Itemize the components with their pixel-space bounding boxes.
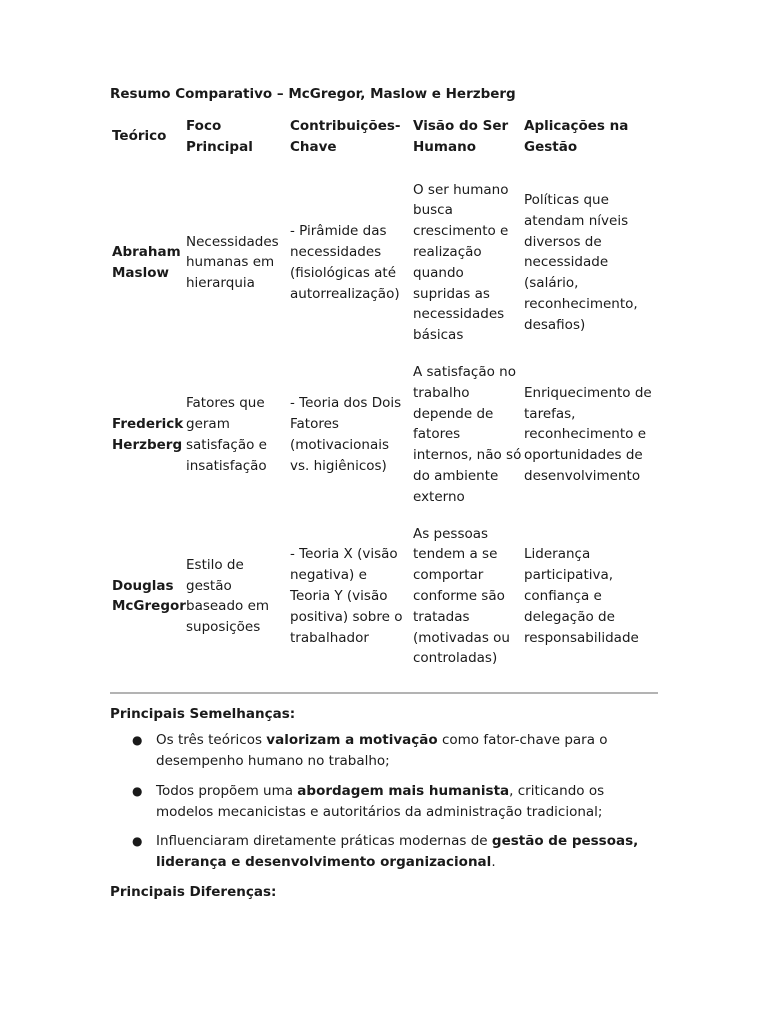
cell-focus: Fatores que geram satisfação e insatisfação bbox=[186, 395, 267, 474]
cell-applications: Políticas que atendam níveis diversos de necessidade (salário, reconhecimento, desafios) bbox=[524, 191, 638, 333]
similarities-heading: Principais Semelhanças: bbox=[110, 706, 296, 723]
list-item bbox=[110, 781, 658, 823]
bullet-icon: ● bbox=[132, 783, 143, 798]
item-text: Os três teóricos bbox=[156, 732, 267, 749]
item-text-bold: abordagem mais humanista bbox=[297, 782, 510, 799]
list-item bbox=[110, 831, 658, 873]
item-text: como fator-chave para o desempenho humano no trabalho; bbox=[156, 732, 608, 769]
horizontal-divider bbox=[110, 692, 658, 694]
header-visao-ser-humano: Visão do Ser Humano bbox=[413, 118, 509, 155]
cell-theorist: Abraham Maslow bbox=[112, 243, 181, 281]
item-text-bold: valorizam a motivação bbox=[266, 732, 438, 749]
cell-theorist: Douglas McGregor bbox=[112, 577, 186, 615]
table-row bbox=[110, 516, 658, 678]
differences-heading: Principais Diferenças: bbox=[110, 883, 277, 900]
cell-focus: Necessidades humanas em hierarquia bbox=[186, 233, 279, 292]
cell-applications: Enriquecimento de tarefas, reconhecimento e oportunidades de desenvolvimento bbox=[524, 384, 652, 484]
cell-theorist: Frederick Herzberg bbox=[112, 415, 184, 453]
table-header-row bbox=[110, 116, 658, 172]
header-foco-principal: Foco Principal bbox=[186, 118, 253, 155]
cell-focus: Estilo de gestão baseado em suposições bbox=[186, 556, 270, 636]
cell-view: O ser humano busca crescimento e realização quando supridas as necessidades básicas bbox=[413, 181, 509, 344]
cell-view: As pessoas tendem a se comportar conforme são tratadas (motivadas ou controladas) bbox=[413, 525, 510, 667]
header-aplicacoes-gestao: Aplicações na Gestão bbox=[524, 118, 629, 155]
item-text: , criticando os modelos mecanicistas e autoritários da administração tradicional; bbox=[156, 782, 605, 820]
bullet-icon: ● bbox=[132, 834, 143, 849]
table-row bbox=[110, 172, 658, 354]
item-text-bold: gestão de pessoas, liderança e desenvolvimento organizacional bbox=[156, 833, 639, 871]
comparison-table bbox=[110, 116, 658, 677]
cell-contributions: - Teoria X (visão negativa) e Teoria Y (visão positiva) sobre o trabalhador bbox=[290, 546, 403, 646]
item-text: Todos propõem uma bbox=[156, 782, 298, 799]
header-contribuicoes-chave: Contribuições-Chave bbox=[290, 118, 401, 155]
bullet-icon: ● bbox=[132, 733, 143, 748]
cell-contributions: - Pirâmide das necessidades (fisiológicas até autorrealização) bbox=[290, 223, 400, 302]
list-item bbox=[110, 730, 658, 772]
cell-contributions: - Teoria dos Dois Fatores (motivacionais vs. higiênicos) bbox=[290, 395, 402, 474]
table-row bbox=[110, 354, 658, 516]
document-page bbox=[110, 84, 658, 902]
table-body bbox=[110, 172, 658, 678]
header-teorico: Teórico bbox=[112, 128, 167, 145]
similarities-list bbox=[110, 730, 658, 873]
cell-view: A satisfação no trabalho depende de fatores internos, não só do ambiente externo bbox=[413, 363, 522, 505]
item-text: Influenciaram diretamente práticas modernas de bbox=[156, 833, 492, 850]
item-text: . bbox=[491, 854, 496, 871]
document-title: Resumo Comparativo – McGregor, Maslow e Herzberg bbox=[110, 86, 516, 102]
table-header bbox=[110, 116, 658, 172]
cell-applications: Liderança participativa, confiança e delegação de responsabilidade bbox=[524, 546, 639, 646]
